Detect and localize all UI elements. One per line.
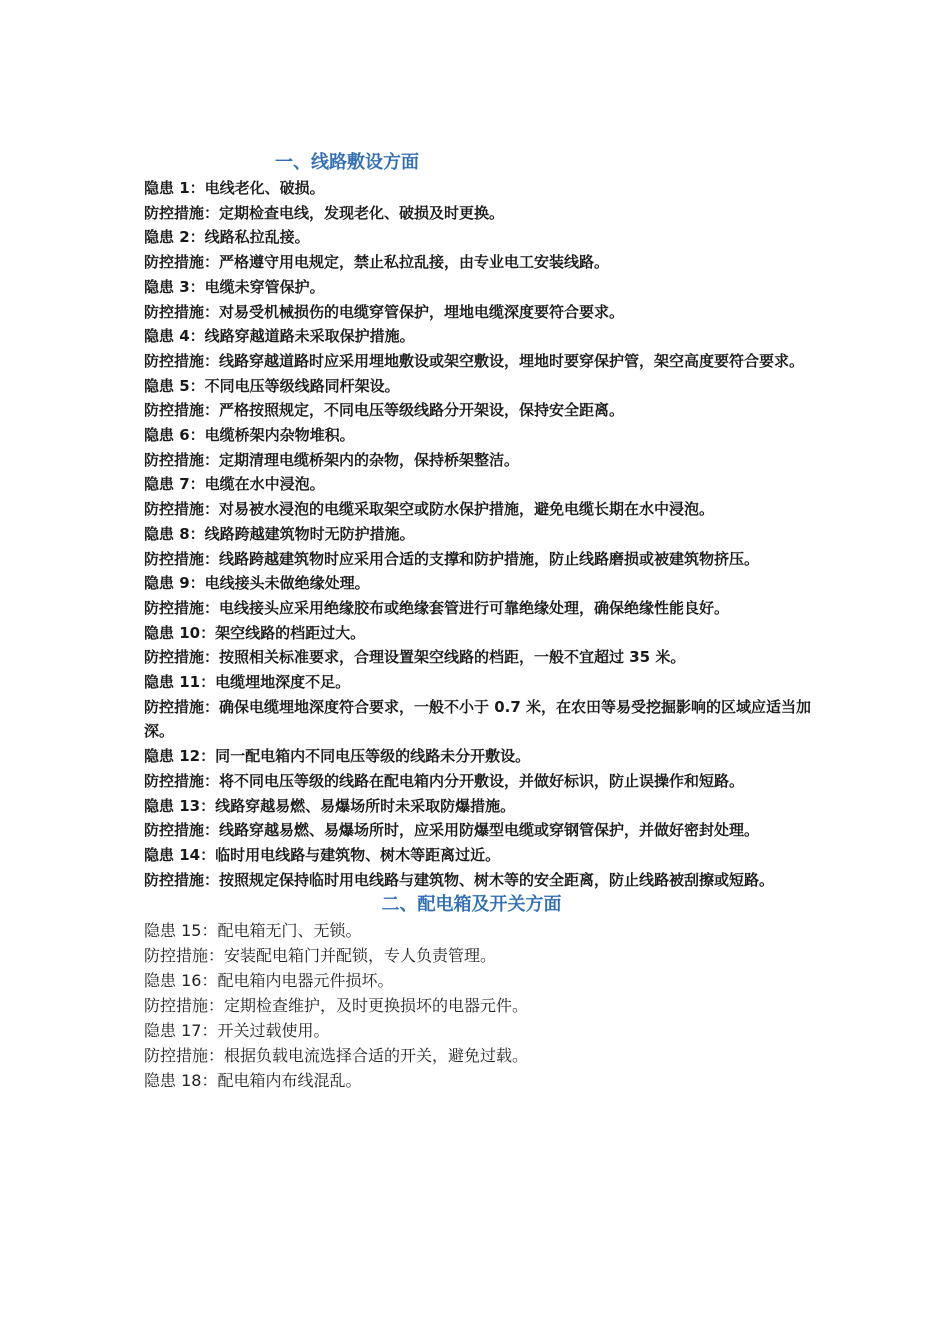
- hazard-paragraph: 隐患 15：配电箱无门、无锁。: [144, 921, 362, 941]
- measure-paragraph: 防控措施：按照相关标准要求，合理设置架空线路的档距，一般不宜超过 35 米。: [144, 648, 686, 667]
- hazard-paragraph: 隐患 6：电缆桥架内杂物堆积。: [144, 426, 355, 445]
- hazard-paragraph: 隐患 2：线路私拉乱接。: [144, 228, 310, 247]
- measure-paragraph: 防控措施：线路穿越道路时应采用埋地敷设或架空敷设，埋地时要穿保护管，架空高度要符合要求。: [144, 351, 805, 370]
- measure-paragraph: 防控措施：定期清理电缆桥架内的杂物，保持桥架整洁。: [144, 450, 520, 469]
- hazard-paragraph: 隐患 10：架空线路的档距过大。: [144, 623, 366, 642]
- measure-paragraph: 防控措施：线路跨越建筑物时应采用合适的支撑和防护措施，防止线路磨损或被建筑物挤压。: [144, 549, 760, 568]
- measure-paragraph: 防控措施：根据负载电流选择合适的开关，避免过载。: [144, 1046, 529, 1066]
- measure-paragraph: 防控措施：严格遵守用电规定，禁止私拉乱接，由专业电工安装线路。: [144, 253, 610, 272]
- section-2-heading: 二、配电箱及开关方面: [381, 894, 562, 916]
- measure-paragraph: 防控措施：定期检查维护，及时更换损坏的电器元件。: [144, 996, 529, 1016]
- measure-paragraph: 防控措施：定期检查电线，发现老化、破损及时更换。: [144, 203, 505, 222]
- measure-paragraph: 防控措施：线路穿越易燃、易爆场所时，应采用防爆型电缆或穿钢管保护，并做好密封处理。: [144, 821, 760, 840]
- section-1-list: [144, 176, 814, 892]
- measure-paragraph: 防控措施：严格按照规定，不同电压等级线路分开架设，保持安全距离。: [144, 401, 625, 420]
- measure-paragraph: 防控措施：确保电缆埋地深度符合要求，一般不小于 0.7 米，在农田等易受挖掘影响的区域应适当加深。: [144, 697, 812, 741]
- hazard-paragraph: 隐患 4：线路穿越道路未采取保护措施。: [144, 327, 415, 346]
- hazard-paragraph: 隐患 14：临时用电线路与建筑物、树木等距离过近。: [144, 845, 501, 864]
- hazard-paragraph: 隐患 8：线路跨越建筑物时无防护措施。: [144, 524, 415, 543]
- hazard-paragraph: 隐患 5：不同电压等级线路同杆架设。: [144, 376, 400, 395]
- measure-paragraph: 防控措施：安装配电箱门并配锁，专人负责管理。: [144, 946, 497, 966]
- section-2-list: [144, 918, 814, 1093]
- section-1-heading: 一、线路敷设方面: [275, 152, 419, 173]
- hazard-paragraph: 隐患 9：电线接头未做绝缘处理。: [144, 574, 370, 593]
- hazard-paragraph: 隐患 16：配电箱内电器元件损坏。: [144, 971, 394, 991]
- hazard-paragraph: 隐患 13：线路穿越易燃、易爆场所时未采取防爆措施。: [144, 796, 516, 815]
- measure-paragraph: 防控措施：对易受机械损伤的电缆穿管保护，埋地电缆深度要符合要求。: [144, 302, 625, 321]
- hazard-paragraph: 隐患 12：同一配电箱内不同电压等级的线路未分开敷设。: [144, 747, 531, 766]
- measure-paragraph: 防控措施：将不同电压等级的线路在配电箱内分开敷设，并做好标识，防止误操作和短路。: [144, 771, 745, 790]
- hazard-paragraph: 隐患 11：电缆埋地深度不足。: [144, 673, 351, 692]
- hazard-paragraph: 隐患 1：电线老化、破损。: [144, 179, 325, 197]
- measure-paragraph: 防控措施：按照规定保持临时用电线路与建筑物、树木等的安全距离，防止线路被刮擦或短路。: [144, 870, 775, 889]
- measure-paragraph: 防控措施：电线接头应采用绝缘胶布或绝缘套管进行可靠绝缘处理，确保绝缘性能良好。: [144, 598, 730, 617]
- hazard-paragraph: 隐患 3：电缆未穿管保护。: [144, 277, 325, 296]
- document-body: [144, 150, 814, 1093]
- hazard-paragraph: 隐患 18：配电箱内布线混乱。: [144, 1071, 362, 1091]
- hazard-paragraph: 隐患 7：电缆在水中浸泡。: [144, 475, 325, 494]
- hazard-paragraph: 隐患 17：开关过载使用。: [144, 1021, 330, 1041]
- measure-paragraph: 防控措施：对易被水浸泡的电缆采取架空或防水保护措施，避免电缆长期在水中浸泡。: [144, 500, 715, 519]
